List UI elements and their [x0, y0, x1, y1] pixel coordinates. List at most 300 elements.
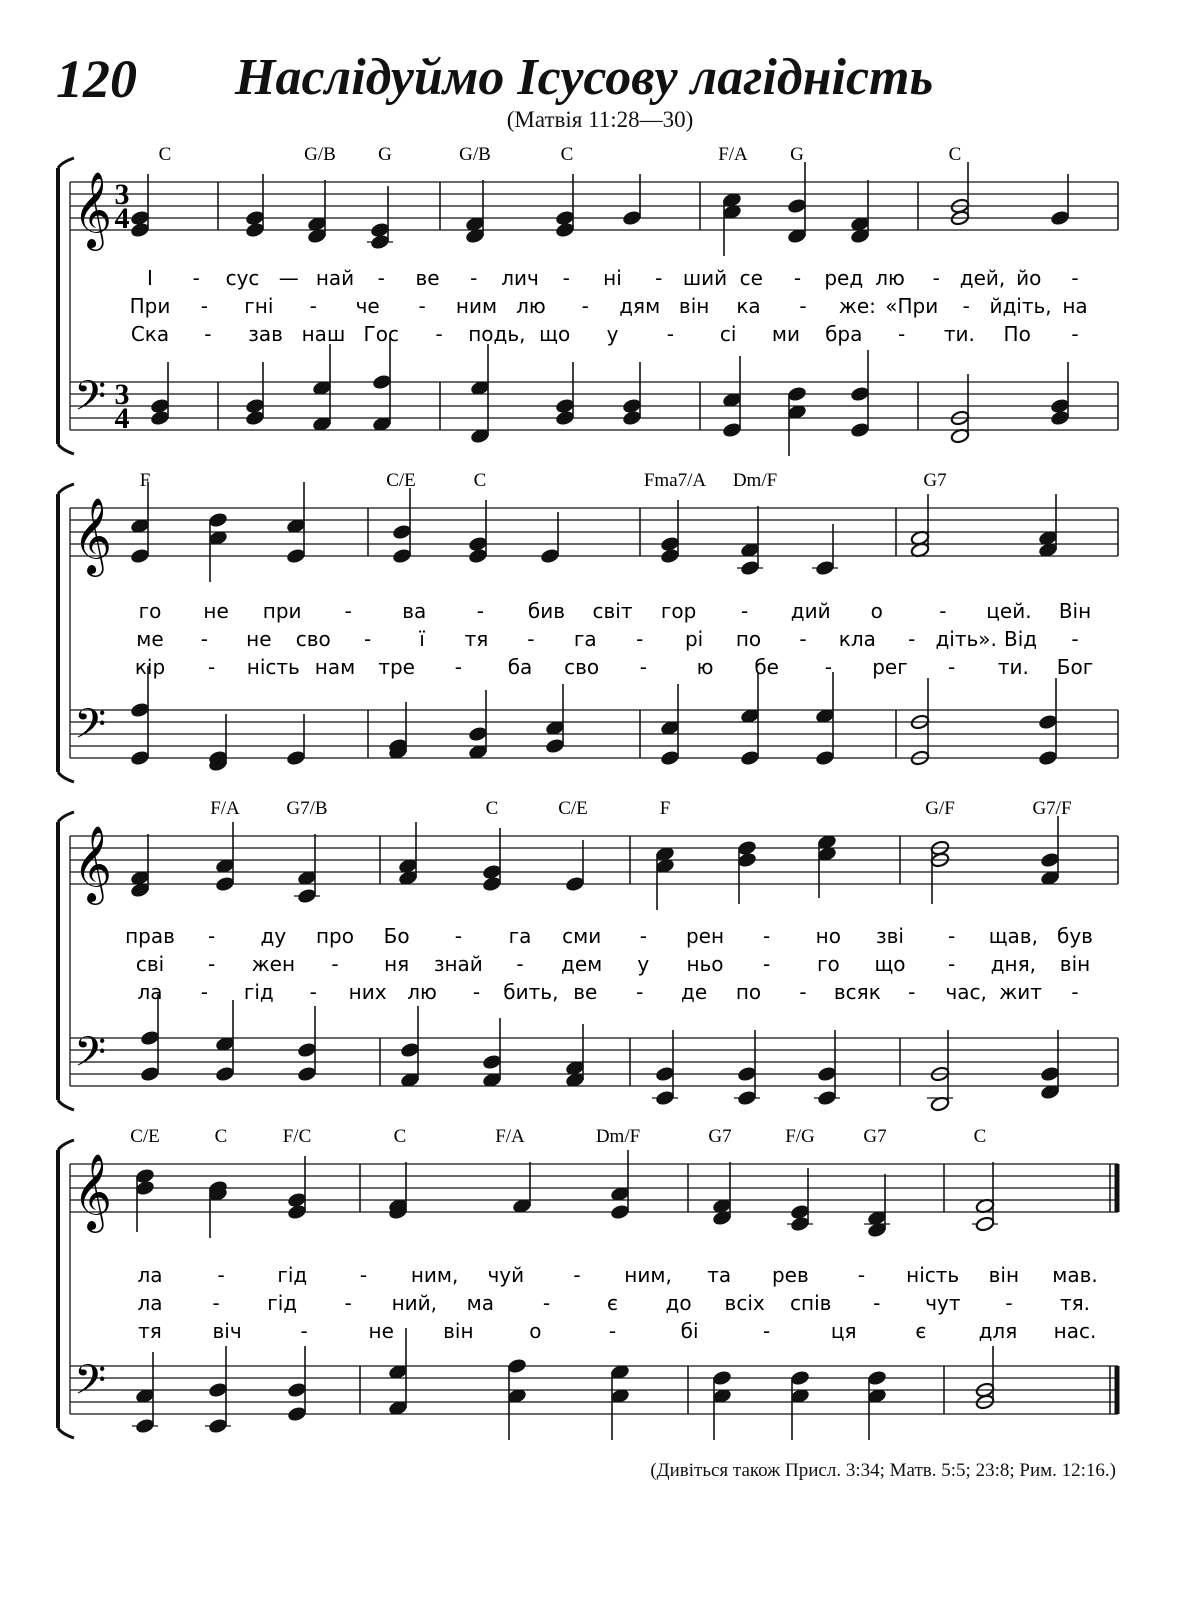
lyric-syllable: -	[799, 980, 807, 1004]
note	[712, 1162, 732, 1226]
lyric-syllable: -	[948, 952, 956, 976]
lyric-syllable: -	[1071, 266, 1079, 290]
lyric-syllable: ду	[260, 924, 287, 948]
lyric-syllable: дий	[790, 599, 831, 623]
note	[864, 1174, 890, 1238]
lyric-syllable: ти.	[997, 655, 1029, 679]
chord-symbol: G	[790, 144, 804, 165]
time-signature-top: 3	[114, 378, 130, 411]
note-head	[208, 1418, 228, 1434]
note	[850, 180, 870, 244]
lyric-syllable: но	[815, 924, 841, 948]
lyric-syllable: Бо	[383, 924, 410, 948]
lyric-syllable: -	[309, 294, 317, 318]
note-head	[975, 1216, 995, 1232]
lyric-syllable: -	[204, 322, 212, 346]
lyric-syllable: дня,	[990, 952, 1036, 976]
lyric-syllable: час,	[945, 980, 987, 1004]
bracket-top	[58, 812, 74, 822]
chord-symbol: G7	[863, 1126, 887, 1147]
lyric-syllable: є	[915, 1319, 927, 1343]
note-head	[297, 888, 317, 904]
note-head	[655, 1090, 675, 1106]
lyric-syllable: тя.	[1059, 1291, 1091, 1315]
note	[927, 1030, 953, 1112]
lyric-syllable: -	[208, 924, 216, 948]
lyric-syllable: прав	[125, 924, 175, 948]
note	[297, 1006, 317, 1082]
lyric-syllable: -	[824, 655, 832, 679]
lyric-syllable: гід	[267, 1291, 298, 1315]
lyric-syllable: -	[962, 294, 970, 318]
lyric-syllable: для	[978, 1319, 1018, 1343]
lyric-syllable: -	[527, 627, 535, 651]
lyric-syllable: мав.	[1052, 1263, 1098, 1287]
lyric-syllable: бить,	[503, 980, 559, 1004]
lyric-syllable: нам	[314, 655, 356, 679]
chord-symbol: C/E	[558, 798, 588, 819]
lyric-syllable: —	[278, 266, 299, 290]
lyric-syllable: подь,	[468, 322, 526, 346]
bass-clef-icon: 𝄢	[74, 700, 107, 758]
note	[482, 1018, 502, 1088]
lyric-syllable: гні	[244, 294, 274, 318]
lyric-syllable: -	[763, 924, 771, 948]
system-2	[73, 470, 1118, 772]
lyric-syllable: -	[435, 322, 443, 346]
lyric-syllable: він	[988, 1263, 1020, 1287]
note	[790, 1370, 810, 1440]
note	[286, 482, 306, 564]
chord-symbol: C/E	[130, 1126, 160, 1147]
lyric-syllable: діть».	[935, 627, 997, 651]
note	[130, 482, 150, 564]
note	[817, 834, 837, 898]
lyric-syllable: сві	[135, 952, 165, 976]
note	[465, 180, 485, 244]
note	[1038, 494, 1058, 558]
bracket-top	[58, 158, 74, 168]
lyric-syllable: віч	[212, 1319, 242, 1343]
lyric-syllable: -	[200, 294, 209, 318]
lyric-syllable: -	[908, 627, 916, 651]
lyric-syllable: -	[1071, 627, 1079, 651]
lyric-syllable: го	[138, 599, 162, 623]
note	[910, 494, 930, 558]
treble-staff	[70, 836, 1118, 884]
lyric-syllable: він	[443, 1319, 474, 1343]
bracket-bottom	[58, 1428, 74, 1438]
lyric-syllable: бив	[527, 599, 565, 623]
lyric-syllable: ність	[246, 655, 300, 679]
lyric-syllable: ї	[419, 627, 425, 651]
chord-symbol: G7	[923, 470, 947, 491]
note	[545, 684, 565, 754]
lyric-syllable: чут	[925, 1291, 961, 1315]
lyric-syllable: по	[735, 980, 762, 1004]
lyric-syllable: -	[573, 1263, 581, 1287]
note	[950, 374, 970, 444]
lyric-syllable: на	[1062, 294, 1088, 318]
note	[468, 690, 488, 760]
chord-symbol: C	[158, 144, 172, 165]
lyric-syllable: Гос	[363, 322, 399, 346]
lyric-syllable: -	[562, 266, 570, 290]
lyric-syllable: -	[208, 655, 216, 679]
lyric-syllable: лич	[501, 266, 539, 290]
lyric-syllable: же:	[838, 294, 876, 318]
lyric-syllable: не	[368, 1319, 394, 1343]
lyric-syllable: гід	[277, 1263, 308, 1287]
lyric-syllable: -	[208, 952, 216, 976]
note	[565, 1024, 585, 1088]
note	[400, 1006, 420, 1088]
lyric-syllable: -	[763, 1319, 771, 1343]
time-signature-bottom: 4	[114, 202, 130, 235]
lyric-syllable: -	[344, 1291, 352, 1315]
lyric-syllable: -	[377, 266, 385, 290]
note-head	[740, 560, 760, 576]
lyric-syllable: -	[639, 655, 647, 679]
note	[737, 506, 763, 576]
note	[287, 1346, 307, 1422]
lyric-syllable: ним,	[624, 1263, 672, 1287]
lyric-syllable: га	[573, 627, 597, 651]
chord-symbol: C	[973, 1126, 987, 1147]
lyric-syllable: -	[470, 266, 478, 290]
chord-symbol: C	[485, 798, 499, 819]
lyric-syllable: І	[147, 266, 153, 290]
note-head	[737, 1090, 757, 1106]
bass-clef-icon: 𝄢	[74, 1028, 107, 1086]
lyric-syllable: у	[606, 322, 619, 346]
lyric-syllable: чуй	[487, 1263, 525, 1287]
lyric-syllable: є	[607, 1291, 618, 1315]
lyric-syllable: зві	[876, 924, 904, 948]
lyric-syllable: тре	[378, 655, 415, 679]
note-head	[135, 1418, 155, 1434]
lyric-syllable: по	[735, 627, 762, 651]
lyric-syllable: гор	[660, 599, 697, 623]
lyric-syllable: -	[200, 627, 209, 651]
lyric-syllable: лю	[875, 266, 905, 290]
note	[787, 162, 807, 244]
lyric-syllable: у	[637, 952, 650, 976]
lyric-syllable: -	[1071, 322, 1079, 346]
lyric-syllable: сво	[295, 627, 331, 651]
lyric-syllable: го	[816, 952, 840, 976]
note	[130, 666, 150, 766]
see-also-note: (Дивіться також Присл. 3:34; Матв. 5:5; 23:8; Рим. 12:16.)	[650, 1460, 1116, 1481]
lyric-syllable: що	[539, 322, 571, 346]
note	[1040, 1030, 1060, 1100]
note	[972, 1162, 998, 1232]
note	[130, 834, 150, 898]
lyric-syllable: -	[212, 1291, 220, 1315]
lyric-syllable: Ска	[130, 322, 170, 346]
note-head	[815, 560, 835, 576]
lyric-syllable: ця	[830, 1319, 857, 1343]
lyric-syllable: кір	[134, 655, 166, 679]
chord-symbol: C/E	[386, 470, 416, 491]
note	[208, 714, 228, 772]
lyric-syllable: -	[344, 599, 352, 623]
lyric-syllable: -	[1071, 980, 1079, 1004]
time-signature-bottom: 4	[114, 402, 130, 435]
chord-symbol: C	[560, 144, 574, 165]
chord-symbol: Dm/F	[732, 470, 778, 491]
lyric-syllable: Бог	[1056, 655, 1094, 679]
chord-symbol: G7/F	[1032, 798, 1072, 819]
treble-clef-icon: 𝄞	[73, 497, 113, 574]
lyric-syllable: -	[331, 952, 339, 976]
lyric-syllable: ність	[906, 1263, 960, 1287]
lyric-syllable: -	[908, 980, 916, 1004]
lyric-syllable: до	[665, 1291, 692, 1315]
lyric-syllable: жен	[251, 952, 296, 976]
lyric-syllable: нас.	[1053, 1319, 1097, 1343]
lyric-syllable: -	[857, 1263, 866, 1287]
lyric-syllable: ве	[415, 266, 440, 290]
lyric-syllable: тя	[138, 1319, 162, 1343]
note	[392, 488, 412, 564]
bass-clef-icon: 𝄢	[74, 1356, 107, 1414]
lyric-syllable: гід	[243, 980, 274, 1004]
bracket-bottom	[58, 1100, 74, 1110]
lyric-syllable: -	[873, 1291, 881, 1315]
chord-symbol: G/F	[925, 798, 955, 819]
chord-symbol: C	[473, 470, 487, 491]
lyric-syllable: наш	[301, 322, 346, 346]
system-3	[73, 798, 1118, 1112]
lyric-syllable: рег	[872, 655, 908, 679]
note	[722, 192, 742, 256]
lyric-syllable: ка	[736, 294, 761, 318]
lyric-syllable: ред	[824, 266, 864, 290]
treble-staff	[70, 1164, 1118, 1212]
lyric-syllable: ла	[137, 1291, 163, 1315]
lyric-syllable: про	[315, 924, 355, 948]
lyric-syllable: всяк	[833, 980, 881, 1004]
lyric-syllable: йо	[1016, 266, 1042, 290]
note	[215, 822, 235, 892]
lyric-syllable: ний,	[391, 1291, 438, 1315]
note	[507, 1358, 527, 1440]
lyric-syllable: га	[508, 924, 532, 948]
note	[787, 386, 807, 456]
lyric-syllable: де	[681, 980, 708, 1004]
lyric-syllable: -	[799, 294, 807, 318]
lyric-syllable: цей.	[986, 599, 1032, 623]
lyric-syllable: ший	[682, 266, 728, 290]
note	[652, 1030, 678, 1106]
chord-symbol: F/G	[785, 1126, 815, 1147]
lyric-syllable: всіх	[724, 1291, 765, 1315]
chord-symbol: G/B	[304, 144, 336, 165]
note	[815, 672, 835, 766]
lyric-syllable: -	[542, 1291, 551, 1315]
note-head	[817, 1090, 837, 1106]
chord-symbol: G7	[708, 1126, 732, 1147]
lyric-syllable: ня	[384, 952, 410, 976]
chord-symbol: Fma7/A	[643, 470, 707, 491]
lyric-syllable: сми	[562, 924, 602, 948]
note	[655, 846, 675, 910]
lyric-syllable: рен	[685, 924, 725, 948]
treble-clef-icon: 𝄞	[73, 1153, 113, 1230]
lyric-syllable: кла	[838, 627, 876, 651]
lyric-syllable: -	[608, 1319, 617, 1343]
note	[312, 344, 332, 432]
lyric-syllable: щав,	[988, 924, 1038, 948]
chord-symbol: Dm/F	[595, 1126, 641, 1147]
lyric-syllable: -	[476, 599, 484, 623]
chord-symbol: F/C	[282, 1126, 312, 1147]
lyric-syllable: спів	[790, 1291, 832, 1315]
note	[740, 672, 760, 766]
lyric-syllable: дем	[561, 952, 603, 976]
lyric-syllable: лю	[407, 980, 437, 1004]
lyric-syllable: ю	[696, 655, 714, 679]
lyric-syllable: при	[262, 599, 302, 623]
lyric-syllable: ми	[771, 322, 800, 346]
lyric-syllable: -	[799, 627, 807, 651]
chord-symbol: F	[139, 470, 151, 491]
lyric-syllable: він	[678, 294, 710, 318]
lyric-syllable: рі	[684, 627, 704, 651]
lyric-syllable: ва	[402, 599, 427, 623]
note	[388, 702, 408, 760]
lyric-syllable: -	[793, 266, 802, 290]
lyric-syllable: -	[897, 322, 906, 346]
lyric-syllable: ним	[455, 294, 498, 318]
lyric-syllable: Від	[1004, 627, 1038, 651]
lyric-syllable: ти.	[943, 322, 975, 346]
scripture-reference: (Матвія 11:28—30)	[506, 107, 694, 132]
bracket-bottom	[58, 772, 74, 782]
bracket-bottom	[58, 444, 74, 454]
lyric-syllable: не	[246, 627, 272, 651]
lyric-syllable: -	[300, 1319, 308, 1343]
note	[215, 1000, 235, 1082]
chord-symbol: F/A	[718, 144, 748, 165]
lyric-syllable: дям	[619, 294, 661, 318]
lyric-syllable: -	[200, 980, 209, 1004]
bracket-top	[58, 1140, 74, 1150]
note	[660, 684, 680, 766]
note	[398, 822, 418, 886]
lyric-syllable: йдіть,	[989, 294, 1052, 318]
lyric-syllable: ним,	[410, 1263, 459, 1287]
time-signature-top: 3	[114, 178, 130, 211]
lyric-syllable: -	[939, 599, 947, 623]
lyric-syllable: -	[932, 266, 940, 290]
lyric-syllable: -	[454, 655, 462, 679]
lyric-syllable: був	[1057, 924, 1093, 948]
lyric-syllable: -	[948, 924, 956, 948]
chord-symbol: G7/B	[286, 798, 328, 819]
system-1	[73, 144, 1118, 456]
lyric-syllable: -	[418, 294, 426, 318]
hymn-number: 120	[56, 49, 137, 109]
chord-symbol: G/B	[459, 144, 491, 165]
note	[294, 834, 320, 904]
treble-clef-icon: 𝄞	[73, 171, 113, 248]
note	[132, 1352, 158, 1434]
lyric-syllable: Він	[1058, 599, 1092, 623]
lyric-syllable: рев	[771, 1263, 809, 1287]
lyric-syllable: -	[636, 980, 644, 1004]
lyric-syllable: сво	[564, 655, 600, 679]
lyric-syllable: -	[309, 980, 317, 1004]
lyric-syllable: -	[1005, 1291, 1013, 1315]
chord-symbol: C	[948, 144, 962, 165]
treble-clef-icon: 𝄞	[73, 825, 113, 902]
lyric-syllable: -	[516, 952, 524, 976]
lyric-syllable: сус	[225, 266, 260, 290]
lyric-syllable: та	[707, 1263, 732, 1287]
lyric-syllable: -	[217, 1263, 225, 1287]
lyric-syllable: -	[655, 266, 663, 290]
lyric-syllable: жит	[999, 980, 1042, 1004]
lyric-syllable: бі	[680, 1319, 699, 1343]
note	[814, 1030, 840, 1106]
lyric-syllable: ма	[466, 1291, 495, 1315]
lyric-syllable: них	[348, 980, 387, 1004]
note	[712, 1370, 732, 1440]
lyric-syllable: -	[472, 980, 481, 1004]
lyric-syllable: сі	[719, 322, 737, 346]
lyric-syllable: знай	[433, 952, 483, 976]
lyric-syllable: -	[454, 924, 462, 948]
lyric-syllable: -	[741, 599, 749, 623]
lyric-syllable: тя	[464, 627, 489, 651]
lyric-syllable: «При	[885, 294, 939, 318]
chord-symbol: F/A	[210, 798, 240, 819]
lyric-syllable: -	[636, 627, 644, 651]
bass-staff	[70, 710, 1118, 758]
lyric-syllable: бра	[825, 322, 863, 346]
system-4	[73, 1126, 1117, 1440]
note	[734, 1030, 760, 1106]
note	[307, 180, 327, 244]
lyric-syllable: світ	[592, 599, 633, 623]
lyric-syllable: -	[364, 627, 372, 651]
chord-symbol: G	[378, 144, 392, 165]
lyric-syllable: ньо	[686, 952, 724, 976]
lyric-syllable: -	[948, 655, 956, 679]
lyric-syllable: бе	[754, 655, 779, 679]
lyric-syllable: ла	[137, 1263, 163, 1287]
lyric-syllable: зав	[248, 322, 283, 346]
chord-symbol: F	[659, 798, 671, 819]
lyric-syllable: се	[739, 266, 763, 290]
lyric-syllable: він	[1059, 952, 1091, 976]
lyric-syllable: ла	[137, 980, 163, 1004]
note	[610, 1150, 630, 1220]
lyric-syllable: -	[763, 952, 771, 976]
system-bracket	[58, 1140, 74, 1438]
chord-symbol: C	[393, 1126, 407, 1147]
treble-staff	[70, 508, 1118, 556]
lyric-syllable: По	[1003, 322, 1031, 346]
chord-symbol: F/A	[495, 1126, 525, 1147]
lyric-syllable: -	[639, 924, 647, 948]
lyric-syllable: ме	[136, 627, 164, 651]
lyric-syllable: -	[359, 1263, 368, 1287]
note	[208, 512, 228, 582]
bracket-top	[58, 484, 74, 494]
